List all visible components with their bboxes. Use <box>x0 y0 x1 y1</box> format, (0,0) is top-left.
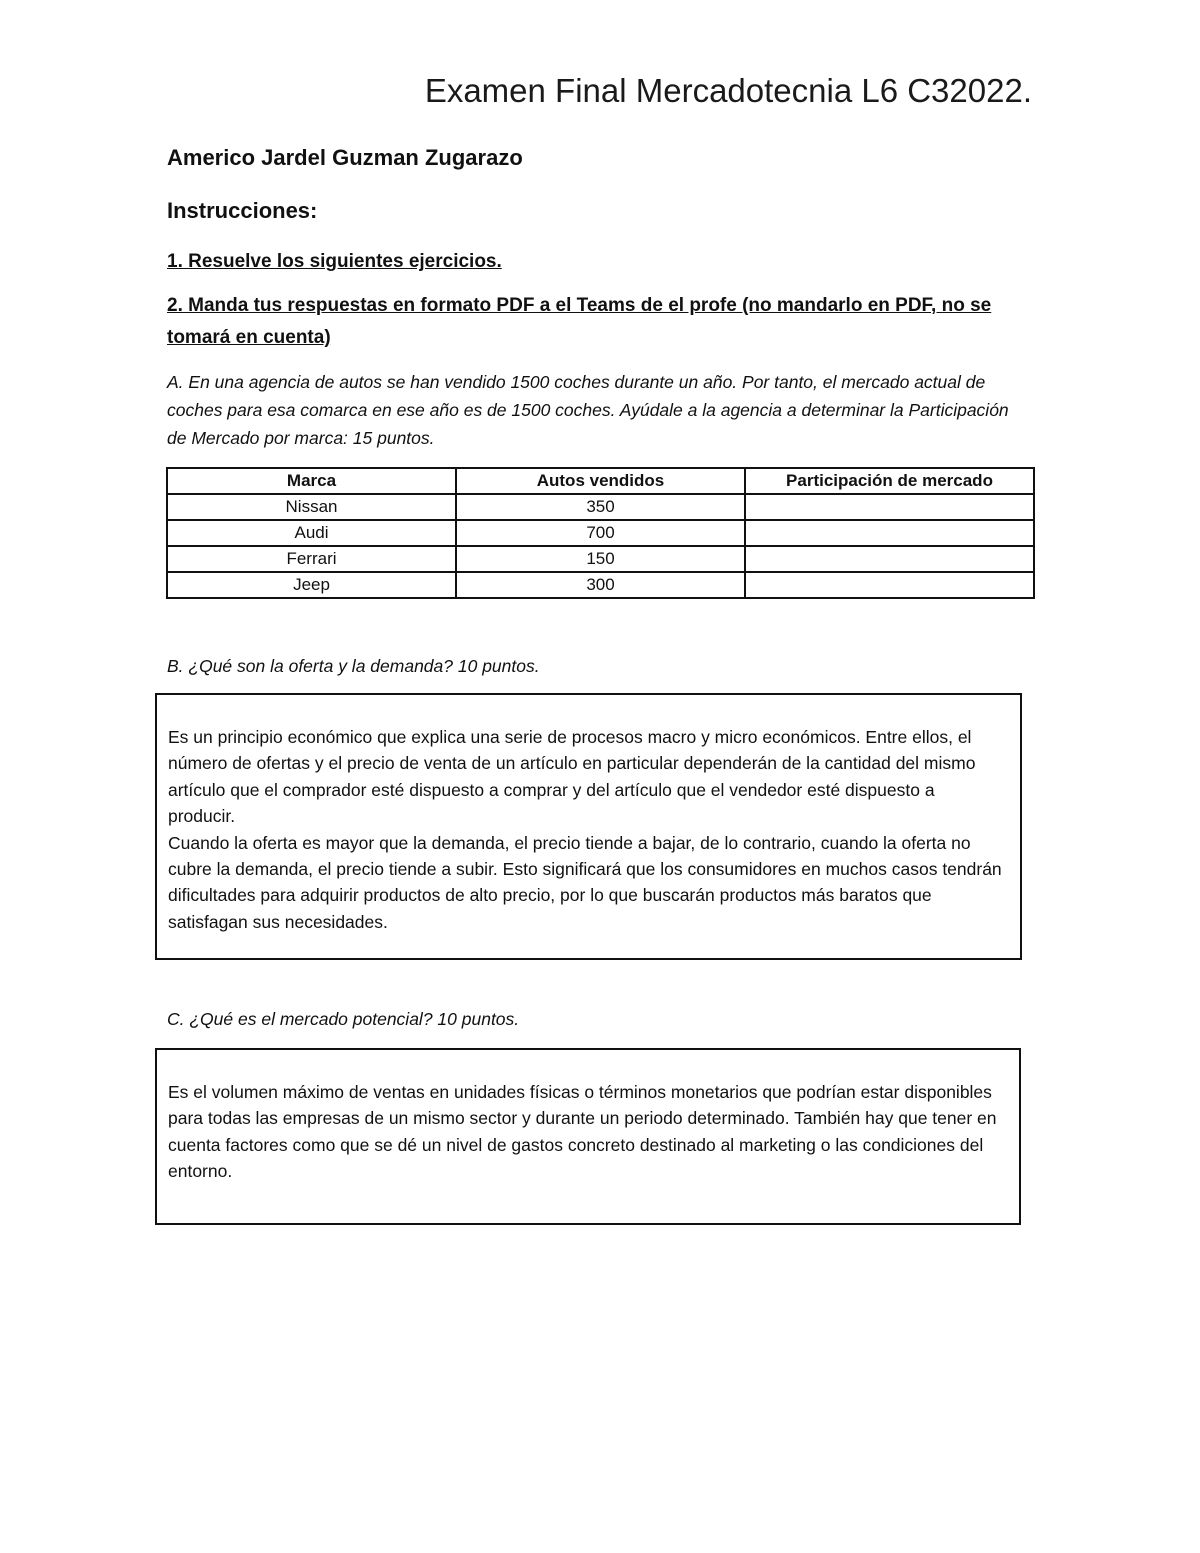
cell-marca: Jeep <box>167 572 456 598</box>
cell-marca: Ferrari <box>167 546 456 572</box>
cell-autos: 300 <box>456 572 745 598</box>
answer-c-paragraph: Es el volumen máximo de ventas en unidades físicas o términos monetarios que podrían estar disponibles para todas las empresas de un mismo sector y durante un periodo determinado. También hay que tener en cuenta factores como que se dé un nivel de gastos concreto destinado al marketing o las condiciones del entorno. <box>168 1082 997 1182</box>
table-header-row <box>167 468 1034 494</box>
table-row <box>167 494 1034 520</box>
market-share-table <box>166 467 1035 599</box>
answer-c-text <box>168 1079 1005 1185</box>
cell-autos: 700 <box>456 520 745 546</box>
table-row <box>167 520 1034 546</box>
answer-box-b <box>155 693 1022 960</box>
cell-marca: Nissan <box>167 494 456 520</box>
cell-autos: 150 <box>456 546 745 572</box>
answer-b-paragraph-2: Cuando la oferta es mayor que la demanda, el precio tiende a bajar, de lo contrario, cuando la oferta no cubre la demanda, el precio tiende a subir. Esto significará que los consumidores en muchos casos tendrán dificultades para adquirir productos de alto precio, por lo que buscarán productos más baratos que satisfagan sus necesidades. <box>168 832 1002 932</box>
table-row <box>167 572 1034 598</box>
question-c: C. ¿Qué es el mercado potencial? 10 puntos. <box>167 1009 520 1029</box>
cell-autos: 350 <box>456 494 745 520</box>
question-b: B. ¿Qué son la oferta y la demanda? 10 puntos. <box>167 656 540 676</box>
cell-participacion <box>745 572 1034 598</box>
question-a: A. En una agencia de autos se han vendido 1500 coches durante un año. Por tanto, el mercado actual de coches para esa comarca en ese año es de 1500 coches. Ayúdale a la agencia a determinar la Participación de Mercado por marca: 15 puntos. <box>167 372 1009 448</box>
header-marca: Marca <box>167 468 456 494</box>
instructions-heading: Instrucciones: <box>167 198 318 223</box>
instruction-step-2: 2. Manda tus respuestas en formato PDF a el Teams de el profe (no mandarlo en PDF, no se tomará en cuenta) <box>167 295 992 348</box>
header-participacion: Participación de mercado <box>745 468 1034 494</box>
instruction-step-1: 1. Resuelve los siguientes ejercicios. <box>167 251 502 272</box>
answer-b-paragraph-1: Es un principio económico que explica una serie de procesos macro y micro económicos. Entre ellos, el número de ofertas y el precio de venta de un artículo en particular dependerán de la cantidad del mismo artículo que el comprador esté dispuesto a comprar y del artículo que el vendedor esté dispuesto a producir. <box>168 727 976 827</box>
cell-participacion <box>745 494 1034 520</box>
answer-b-text <box>168 724 1006 935</box>
cell-marca: Audi <box>167 520 456 546</box>
table-row <box>167 546 1034 572</box>
header-autos-vendidos: Autos vendidos <box>456 468 745 494</box>
cell-participacion <box>745 520 1034 546</box>
author-name: Americo Jardel Guzman Zugarazo <box>167 145 523 170</box>
answer-box-c <box>155 1048 1021 1225</box>
cell-participacion <box>745 546 1034 572</box>
document-title: Examen Final Mercadotecnia L6 C32022. <box>424 72 1032 109</box>
